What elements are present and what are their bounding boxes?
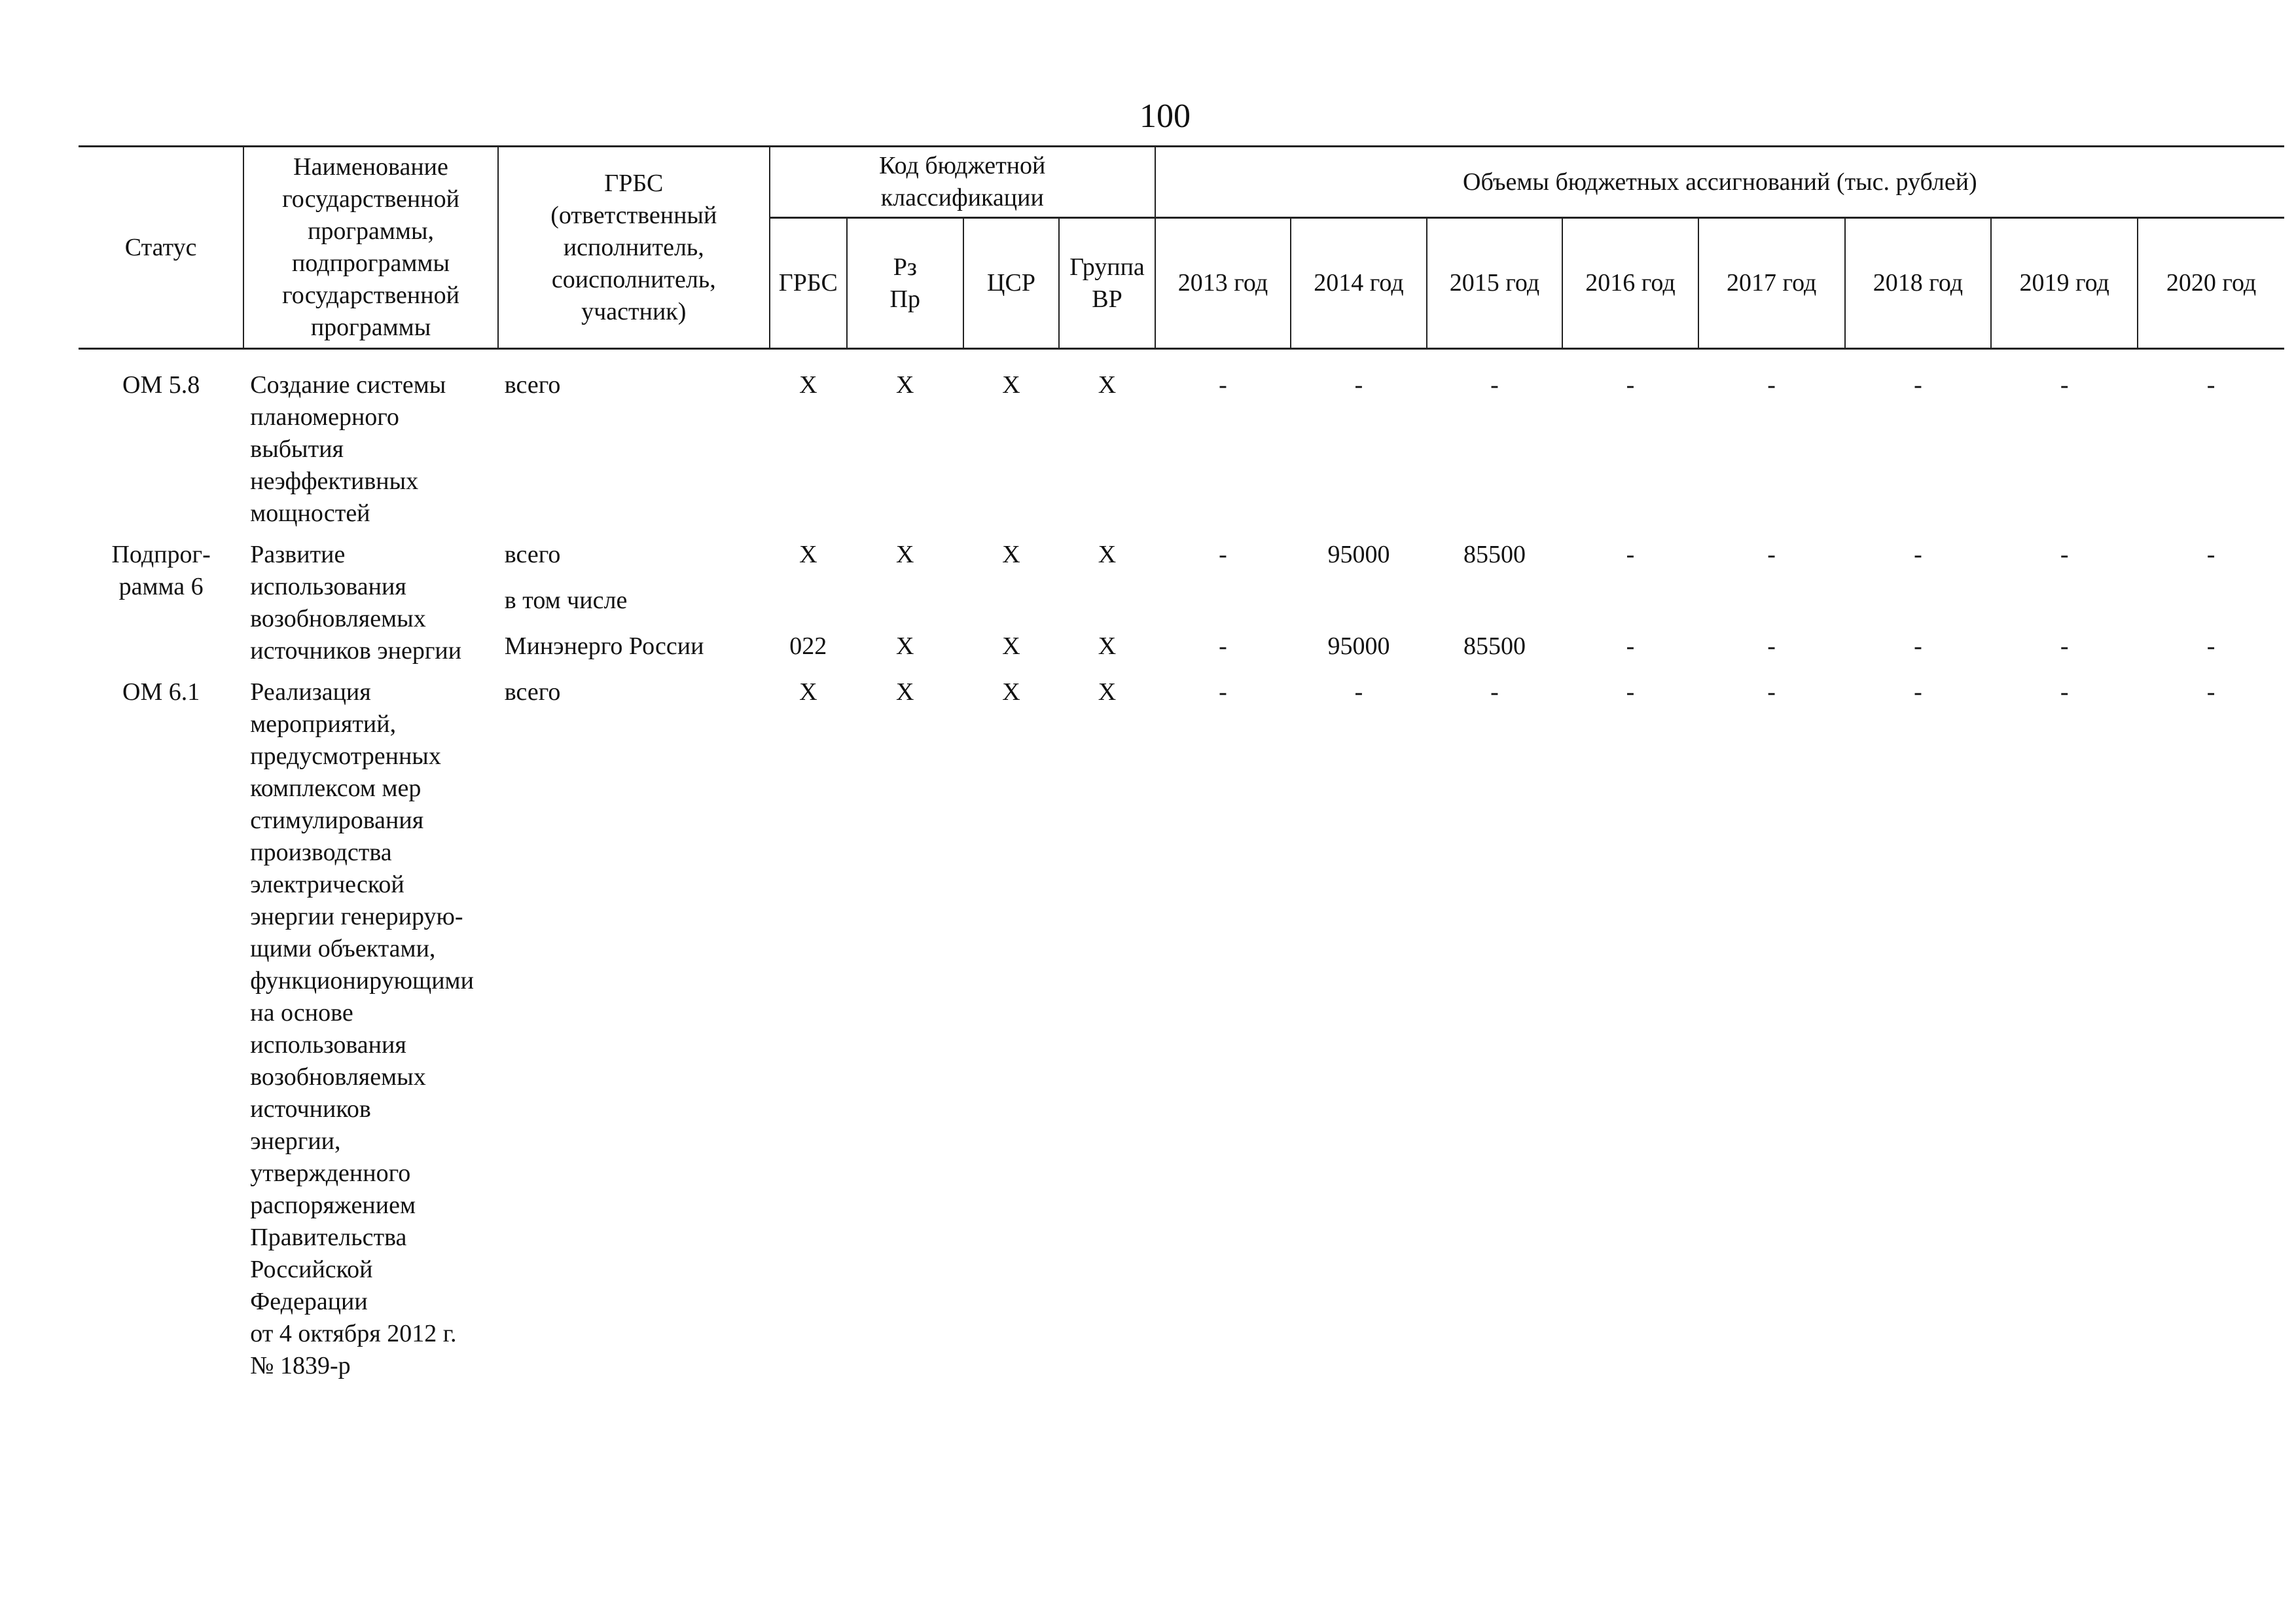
table-row <box>79 676 2284 1382</box>
code-csr <box>963 585 1059 630</box>
code-vr: X <box>1098 541 1117 568</box>
value-2018: - <box>1914 632 1922 660</box>
code-vr: X <box>1098 371 1117 399</box>
code-rzpr: X <box>896 632 914 660</box>
row-status: ОМ 6.1 <box>122 678 200 706</box>
row-status: ОМ 5.8 <box>122 371 200 399</box>
value-2015: - <box>1490 371 1499 399</box>
row-name: Создание системы планомерного выбытия неэффективных мощностей <box>250 371 446 527</box>
value-2013: - <box>1219 678 1227 706</box>
value-2016: - <box>1626 541 1635 568</box>
row-grbs: всего <box>504 678 561 706</box>
header-year-2016: 2016 год <box>1562 218 1698 349</box>
value-2019: - <box>2060 678 2069 706</box>
header-status: Статус <box>79 147 243 349</box>
value-2020: - <box>2206 371 2215 399</box>
value-2014: - <box>1354 371 1363 399</box>
header-grbs: ГРБС (ответственный исполнитель, соисполнитель, участник) <box>498 147 770 349</box>
value-2017: - <box>1767 632 1776 660</box>
value-2015: 85500 <box>1463 632 1526 660</box>
value-2019: - <box>2060 541 2069 568</box>
code-rzpr: X <box>896 541 914 568</box>
value-2017: - <box>1767 678 1776 706</box>
value-2017 <box>1698 585 1845 630</box>
row-status: Подпрог- рамма 6 <box>111 541 211 600</box>
value-2018 <box>1845 585 1992 630</box>
table-row <box>79 539 2284 585</box>
value-2018: - <box>1914 371 1922 399</box>
code-rzpr: X <box>896 678 914 706</box>
header-year-2020: 2020 год <box>2138 218 2284 349</box>
value-2018: - <box>1914 541 1922 568</box>
row-name: Развитие использования возобновляемых источников энергии <box>250 541 462 665</box>
code-rzpr: X <box>896 371 914 399</box>
code-csr: X <box>1002 632 1020 660</box>
value-2016: - <box>1626 371 1635 399</box>
value-2017: - <box>1767 371 1776 399</box>
value-2020: - <box>2206 632 2215 660</box>
budget-table <box>79 145 2284 1382</box>
header-kbk-vr: Группа ВР <box>1059 218 1155 349</box>
row-grbs: Минэнерго России <box>504 632 704 660</box>
code-rzpr <box>847 585 963 630</box>
value-2020 <box>2138 585 2284 630</box>
value-2015 <box>1427 585 1563 630</box>
value-2020: - <box>2206 541 2215 568</box>
value-2017: - <box>1767 541 1776 568</box>
header-year-2017: 2017 год <box>1698 218 1845 349</box>
header-volumes-group: Объемы бюджетных ассигнований (тыс. рублей) <box>1155 147 2284 218</box>
value-2019: - <box>2060 632 2069 660</box>
header-kbk-group: Код бюджетной классификации <box>770 147 1155 218</box>
budget-table-container <box>79 145 2284 1382</box>
value-2018: - <box>1914 678 1922 706</box>
value-2015: - <box>1490 678 1499 706</box>
header-year-2018: 2018 год <box>1845 218 1992 349</box>
row-name: Реализация мероприятий, предусмотренных комплексом мер стимулирования производства электрической энергии генерирую- щими объектами, функционирующими на основе использования возобновляемых источников энергии, утвержденного распоряжением Правительства Российской Федерации от 4 октября 2012 г. № 1839-р <box>250 678 474 1379</box>
code-grbs: X <box>799 541 817 568</box>
page-number: 100 <box>1139 98 1191 135</box>
value-2016: - <box>1626 678 1635 706</box>
value-2013 <box>1155 585 1291 630</box>
value-2014: 95000 <box>1327 632 1390 660</box>
header-year-2015: 2015 год <box>1427 218 1563 349</box>
row-grbs: всего <box>504 371 561 399</box>
value-2020: - <box>2206 678 2215 706</box>
code-grbs <box>770 585 847 630</box>
value-2013: - <box>1219 541 1227 568</box>
code-grbs: X <box>799 371 817 399</box>
value-2016 <box>1562 585 1698 630</box>
value-2014: - <box>1354 678 1363 706</box>
row-grbs: в том числе <box>504 587 628 614</box>
header-name: Наименование государственной программы, подпрограммы государственной программы <box>243 147 498 349</box>
value-2019: - <box>2060 371 2069 399</box>
code-vr: X <box>1098 632 1117 660</box>
header-year-2014: 2014 год <box>1291 218 1427 349</box>
code-vr: X <box>1098 678 1117 706</box>
code-grbs: X <box>799 678 817 706</box>
header-year-2019: 2019 год <box>1991 218 2138 349</box>
value-2016: - <box>1626 632 1635 660</box>
code-grbs: 022 <box>789 632 827 660</box>
value-2014 <box>1291 585 1427 630</box>
value-2013: - <box>1219 632 1227 660</box>
header-kbk-rzpr: Рз Пр <box>847 218 963 349</box>
header-year-2013: 2013 год <box>1155 218 1291 349</box>
code-csr: X <box>1002 371 1020 399</box>
row-grbs: всего <box>504 541 561 568</box>
code-vr <box>1059 585 1155 630</box>
value-2013: - <box>1219 371 1227 399</box>
header-kbk-csr: ЦСР <box>963 218 1059 349</box>
header-kbk-grbs: ГРБС <box>770 218 847 349</box>
value-2019 <box>1991 585 2138 630</box>
code-csr: X <box>1002 678 1020 706</box>
value-2015: 85500 <box>1463 541 1526 568</box>
table-row <box>79 369 2284 530</box>
code-csr: X <box>1002 541 1020 568</box>
value-2014: 95000 <box>1327 541 1390 568</box>
